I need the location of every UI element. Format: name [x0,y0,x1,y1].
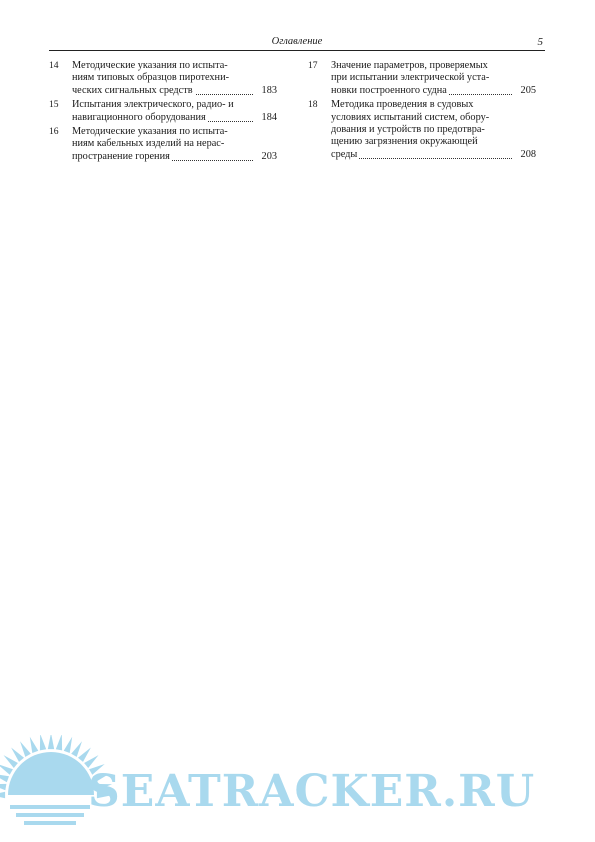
toc-entry [308,99,536,161]
toc-entry-number: 15 [49,99,59,111]
toc-entry-line: Методические указания по испыта- [72,126,228,138]
toc-entry-line: ческих сигнальных средств 183 [72,84,277,96]
toc-page-number: 183 [261,84,277,96]
page-number: 5 [537,36,543,48]
toc-entry-number: 17 [308,60,318,71]
running-title: Оглавление [271,36,323,47]
toc-entry-line: новки построенного судна 205 [331,84,536,96]
toc-entry-number: 14 [49,60,59,71]
toc-page-number: 184 [261,111,277,123]
toc-entry-line: при испытании электрической уста- [331,72,490,84]
toc-entry-line: щению загрязнения окружающей [331,136,478,148]
toc-entry-line: навигационного оборудования 184 [72,111,277,123]
toc-entry-line: среды 208 [331,148,536,160]
toc-page-number: 208 [520,148,536,160]
toc-entry-line: дования и устройств по предотвра- [331,124,485,136]
toc-entry-line: Значение параметров, проверяемых [331,60,488,71]
toc-entry [308,60,536,97]
toc-entry-line: ниям кабельных изделий на нерас- [72,138,225,150]
toc-right-column [308,60,536,163]
toc-page-number: 205 [520,84,536,96]
toc-entry-line: Испытания электрического, радио- и [72,99,234,111]
toc-page-number: 203 [261,150,277,162]
toc-entry-line: ниям типовых образцов пиротехни- [72,72,230,84]
toc-entry-line: Методика проведения в судовых [331,99,474,111]
toc-entry-line: Методические указания по испыта- [72,60,228,71]
toc-entry [49,99,277,124]
toc-entry-line: условиях испытаний систем, обору- [331,111,490,123]
toc-entry [49,126,277,163]
toc-entry-line: пространение горения 203 [72,150,277,162]
watermark-text: SEATRACKER.RU [88,766,536,817]
toc-entry [49,60,277,97]
toc-entry-number: 18 [308,99,318,111]
toc-entry-number: 16 [49,126,59,138]
toc-left-column [49,60,277,165]
page-header [49,36,545,51]
